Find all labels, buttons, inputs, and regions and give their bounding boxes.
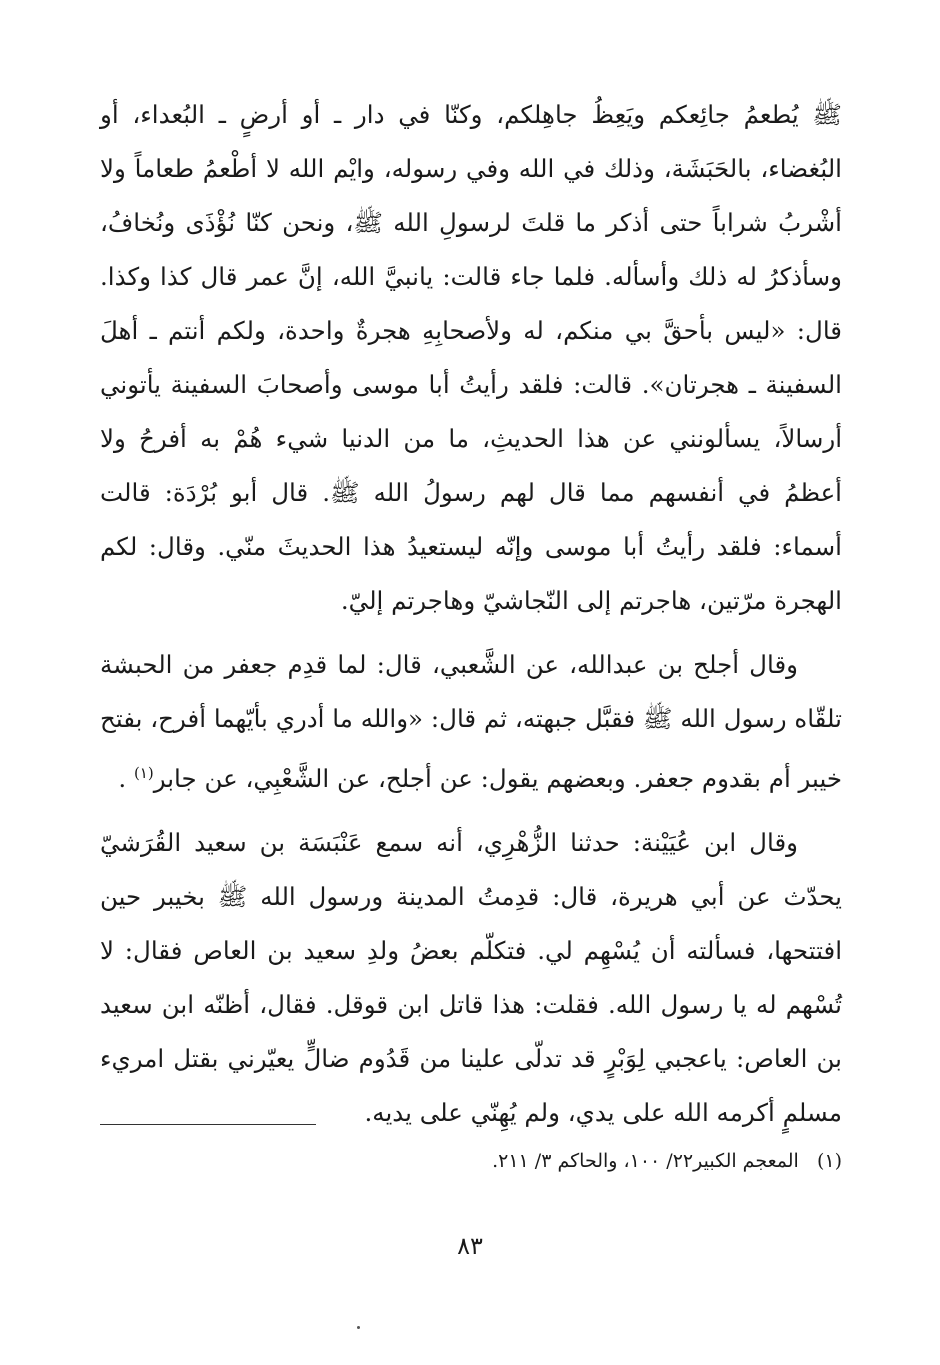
footnote [100, 1145, 842, 1177]
scan-speck [357, 1326, 360, 1329]
page-number: ٨٣ [457, 1232, 483, 1260]
paragraph-2 [100, 638, 842, 806]
paragraph-2-period: . [118, 764, 127, 794]
footnote-text: المعجم الكبير٢٢/ ١٠٠، والحاكم ٣/ ٢١١. [492, 1150, 799, 1172]
paragraph-3 [100, 816, 842, 1140]
paragraph-3-text: وقال ابن عُيَيْنة: حدثنا الزُّهْرِي، أنه سمع عَنْبَسَة بن سعيد القُرَشيّ يحدّث عن أبي هريرة، قال: قدِمتُ المدينة ورسول الله ﷺ بخيبر حين افتتحها، فسألته أن يُسْهِم لي. فتكلّم بعضُ ولدِ سعيد بن العاص فقال: لا تُسْهم له يا رسول الله. فقلت: هذا قاتل ابن قوقل. فقال، أظنّه ابن سعيد بن العاص: ياعجبي لِوَبْرٍ قد تدلّى علينا من قَدُوم ضالٍّ يعيّرني بقتل امريء مسلمٍ أكرمه الله على يدي، ولم يُهِنّي على يديه. [100, 828, 842, 1128]
footnote-number: (١) [816, 1150, 842, 1172]
footnote-reference: (١) [133, 764, 154, 782]
main-text [100, 88, 842, 1150]
footnote-separator [100, 1124, 316, 1125]
paragraph-1 [100, 88, 842, 628]
paragraph-2-text: وقال أجلح بن عبدالله، عن الشَّعبي، قال: لما قدِم جعفر من الحبشة تلقّاه رسول الله ﷺ فقبَّل جبهته، ثم قال: «والله ما أدري بأيّهما أفرح، بفتح خيبر أم بقدوم جعفر. وبعضهم يقول: عن أجلح، عن الشَّعْبِي، عن جابر [100, 650, 842, 794]
paragraph-1-text: ﷺ يُطعمُ جائِعكم ويَعِظُ جاهِلكم، وكنّا في دار ـ أو أرضٍ ـ البُعداء، أو البُغضاء، بالحَبَشَة، وذلك في الله وفي رسوله، وايْم الله لا أطْعمُ طعاماً ولا أشْربُ شراباً حتى أذكر ما قلتَ لرسولِ الله ﷺ، ونحن كنّا نُؤْذَى ونُخافُ، وسأذكرُ له ذلك وأسأله. فلما جاء قالت: يانبيَّ الله، إنَّ عمر قال كذا وكذا. قال: «ليس بأحقَّ بي منكم، له ولأصحابِهِ هجرةٌ واحدة، ولكم أنتم ـ أهلَ السفينة ـ هجرتان». قالت: فلقد رأيتُ أبا موسى وأصحابَ السفينة يأتوني أرسالاً، يسألونني عن هذا الحديثِ، ما من الدنيا شيء هُمْ به أفرحُ ولا أعظمُ في أنفسهم مما قال لهم رسولُ الله ﷺ. قال أبو بُرْدَة: قالت أسماء: فلقد رأيتُ أبا موسى وإنّه ليستعيدُ هذا الحديثَ منّي. وقال: لكم الهجرة مرّتين، هاجرتم إلى النّجاشيّ وهاجرتم إليّ. [100, 100, 842, 615]
